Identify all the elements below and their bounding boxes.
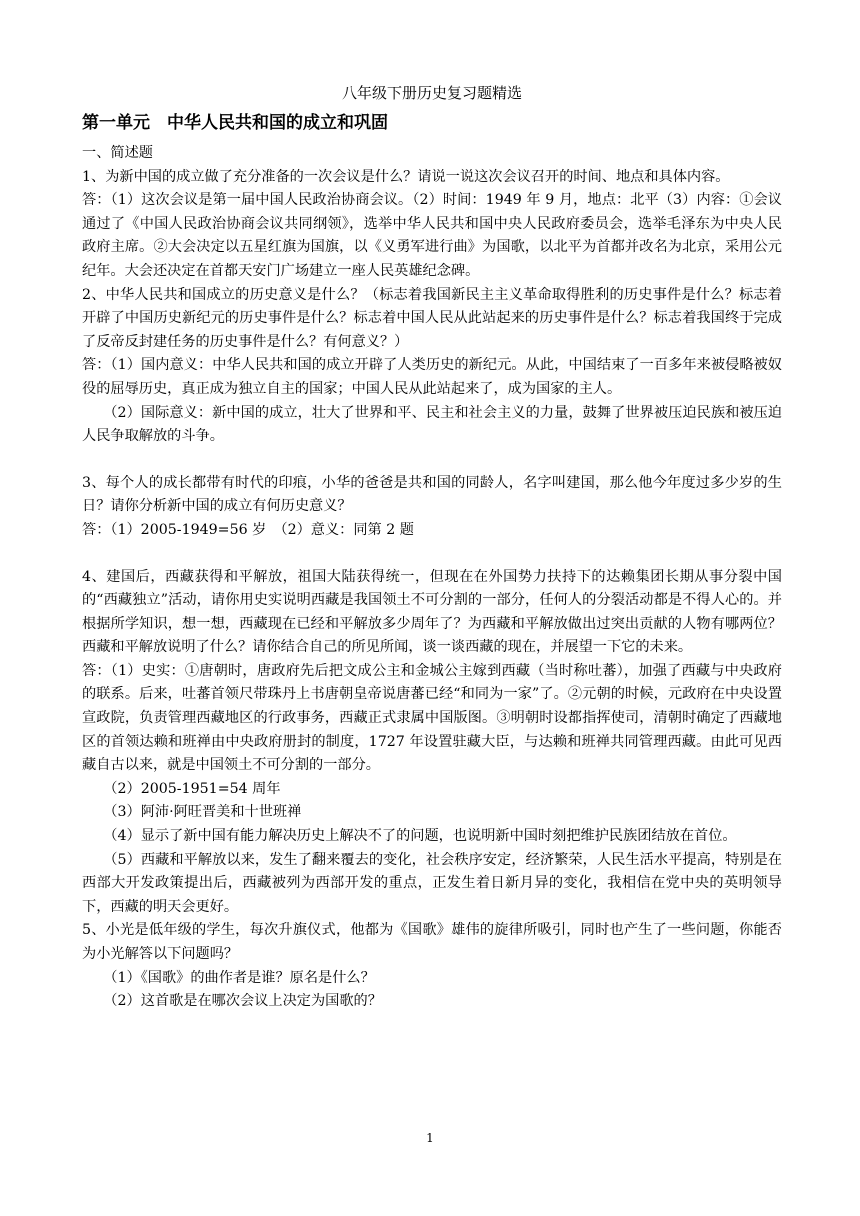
paragraph-gap bbox=[82, 449, 782, 472]
section-heading: 一、简述题 bbox=[82, 145, 153, 161]
answer-2-domestic: 答：（1）国内意义：中华人民共和国的成立开辟了人类历史的新纪元。从此，中国结束了一百多年来被侵略被奴役的屈辱历史，真正成为独立自主的国家；中国人民从此站起来了，成为国家的主人。 bbox=[82, 357, 782, 397]
question-2: 2、中华人民共和国成立的历史意义是什么？（标志着我国新民主主义革命取得胜利的历史事件是什么？标志着开辟了中国历史新纪元的历史事件是什么？标志着中国人民从此站起来的历史事件是什么？标志着我国终于完成了反帝反封建任务的历史事件是什么？有何意义？） bbox=[82, 286, 782, 350]
answer-4-years: （2）2005-1951=54 周年 bbox=[103, 780, 281, 797]
document-title: 八年级下册历史复习题精选 bbox=[341, 84, 522, 102]
answer-2-international: （2）国际意义：新中国的成立，壮大了世界和平、民主和社会主义的力量，鼓舞了世界被压迫民族和被压迫人民争取解放的斗争。 bbox=[82, 404, 782, 445]
question-5-sub-1: （1）《国歌》的曲作者是谁？原名是什么？ bbox=[103, 969, 375, 986]
answer-4-facts: 答：（1）史实：①唐朝时，唐政府先后把文成公主和金城公主嫁到西藏（当时称吐蕃），加强了西藏与中央政府的联系。后来，吐蕃首领尺带珠丹上书唐朝皇帝说唐蕃已经“和同为一家”了。②元朝的时候，元政府在中央设置宣政院，负责管理西藏地区的行政事务，西藏正式隶属中国版图。③明朝时设都指挥使司，清朝时确定了西藏地区的首领达赖和班禅由中央政府册封的制度，1727 年设置驻藏大臣，与达赖和班禅共同管理西藏。由此可见西藏自古以来，就是中国领土不可分割的一部分。 bbox=[82, 662, 782, 774]
question-1: 1、为新中国的成立做了充分准备的一次会议是什么？请说一说这次会议召开的时间、地点和具体内容。 bbox=[82, 168, 730, 185]
answer-3: 答：（1）2005-1949=56 岁 （2）意义：同第 2 题 bbox=[82, 521, 414, 538]
answer-4-future: （5）西藏和平解放以来，发生了翻来覆去的变化，社会秩序安定，经济繁荣，人民生活水平提高，特别是在西部大开发政策提出后，西藏被列为西部开发的重点，正发生着日新月异的变化，我相信在党中央的英明领导下，西藏的明天会更好。 bbox=[82, 851, 782, 915]
page-number: 1 bbox=[426, 1131, 434, 1145]
document-page bbox=[82, 82, 782, 1014]
answer-4-meaning: （4）显示了新中国有能力解决历史上解决不了的问题，也说明新中国时刻把维护民族团结放在首位。 bbox=[103, 828, 737, 845]
paragraph-gap bbox=[82, 543, 782, 566]
question-5: 5、小光是低年级的学生，每次升旗仪式，他都为《国歌》雄伟的旋律所吸引，同时也产生了一些问题，你能否为小光解答以下问题吗？ bbox=[82, 922, 782, 962]
question-3: 3、每个人的成长都带有时代的印痕，小华的爸爸是共和国的同龄人，名字叫建国，那么他今年度过多少岁的生日？请你分析新中国的成立有何历史意义？ bbox=[82, 474, 782, 515]
question-4: 4、建国后，西藏获得和平解放，祖国大陆获得统一，但现在在外国势力扶持下的达赖集团长期从事分裂中国的“西藏独立”活动，请你用史实说明西藏是我国领土不可分割的一部分，任何人的分裂活动都是不得人心的。并根据所学知识，想一想，西藏现在已经和平解放多少周年了？为西藏和平解放做出过突出贡献的人物有哪两位？西藏和平解放说明了什么？请你结合自己的所见所闻，谈一谈西藏的现在，并展望一下它的未来。 bbox=[82, 568, 782, 656]
unit-heading: 第一单元 中华人民共和国的成立和巩固 bbox=[82, 113, 388, 133]
answer-1: 答：（1）这次会议是第一届中国人民政治协商会议。（2）时间：1949 年 9 月，地点：北平（3）内容：①会议通过了《中国人民政治协商会议共同纲领》，选举中华人民共和国中央人民政府委员会，选举毛泽东为中央人民政府主席。②大会决定以五星红旗为国旗，以《义勇军进行曲》为国歌，以北平为首都并改名为北京，采用公元纪年。大会还决定在首都天安门广场建立一座人民英雄纪念碑。 bbox=[82, 192, 782, 279]
answer-4-people: （3）阿沛·阿旺晋美和十世班禅 bbox=[103, 804, 302, 821]
question-5-sub-2: （2）这首歌是在哪次会议上决定为国歌的？ bbox=[103, 993, 382, 1010]
